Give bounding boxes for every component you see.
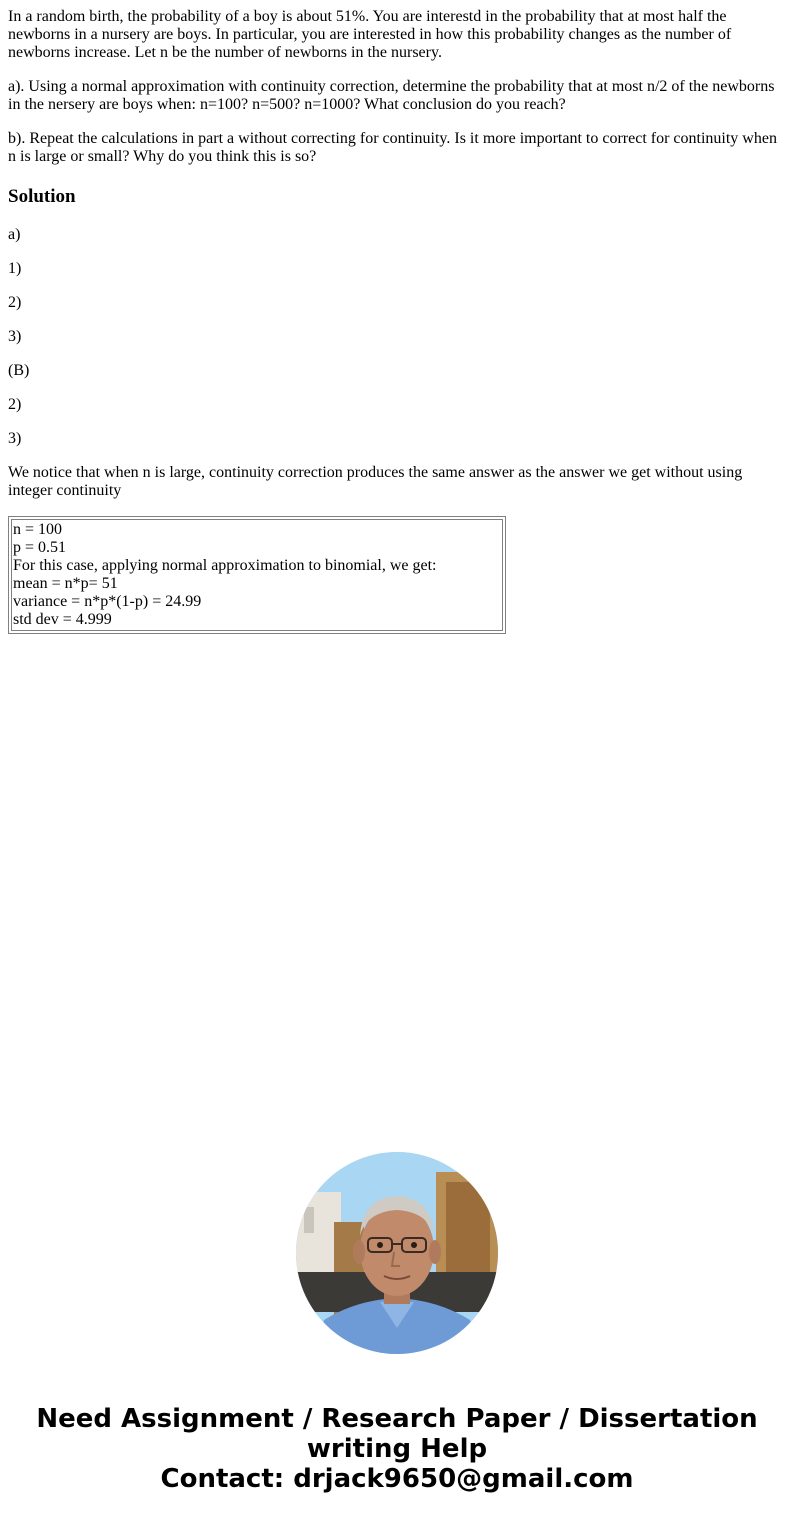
step-label: 3) xyxy=(8,430,22,447)
question-intro: In a random birth, the probability of a boy is about 51%. You are interestd in the probability that at most half the newborns in a nursery are boys. In particular, you are interested in how this probability changes as the number of newborns increase. Let n be the number of newborns in the nursery. xyxy=(8,8,732,61)
step-label: 3) xyxy=(8,328,22,345)
question-part-b: b). Repeat the calculations in part a without correcting for continuity. Is it more important to correct for continuity when n is large or small? Why do you think this is so? xyxy=(8,130,777,165)
author-portrait-image xyxy=(296,1152,498,1354)
question-part-a: a). Using a normal approximation with continuity correction, determine the probability that at most n/2 of the newborns in the nersery are boys when: n=100? n=500? n=1000? What conclusion do you reach? xyxy=(8,78,775,113)
step-label: (B) xyxy=(8,362,30,379)
promo-line-2: writing Help xyxy=(306,1434,488,1464)
calc-line: mean = n*p= 51 xyxy=(13,575,118,592)
step-label: 1) xyxy=(8,260,22,277)
step-label: 2) xyxy=(8,294,22,311)
promo-contact: Contact: drjack9650@gmail.com xyxy=(160,1464,634,1494)
author-photo xyxy=(296,1152,498,1354)
document-content xyxy=(0,0,794,634)
calc-line: p = 0.51 xyxy=(13,539,67,556)
calculation-table xyxy=(8,516,506,634)
calc-line: std dev = 4.999 xyxy=(13,611,112,628)
solution-conclusion: We notice that when n is large, continuity correction produces the same answer as the answer we get without using integer continuity xyxy=(8,464,743,499)
calc-line: variance = n*p*(1-p) = 24.99 xyxy=(13,593,202,610)
promo-line-1: Need Assignment / Research Paper / Dissertation xyxy=(36,1404,758,1434)
calculation-cell xyxy=(11,519,503,631)
calc-line: For this case, applying normal approximation to binomial, we get: xyxy=(13,557,437,574)
step-label: 2) xyxy=(8,396,22,413)
step-label: a) xyxy=(8,226,21,243)
promo-text xyxy=(0,1404,794,1494)
promo-section xyxy=(0,1152,794,1494)
calc-line: n = 100 xyxy=(13,521,63,538)
solution-heading: Solution xyxy=(8,186,76,207)
